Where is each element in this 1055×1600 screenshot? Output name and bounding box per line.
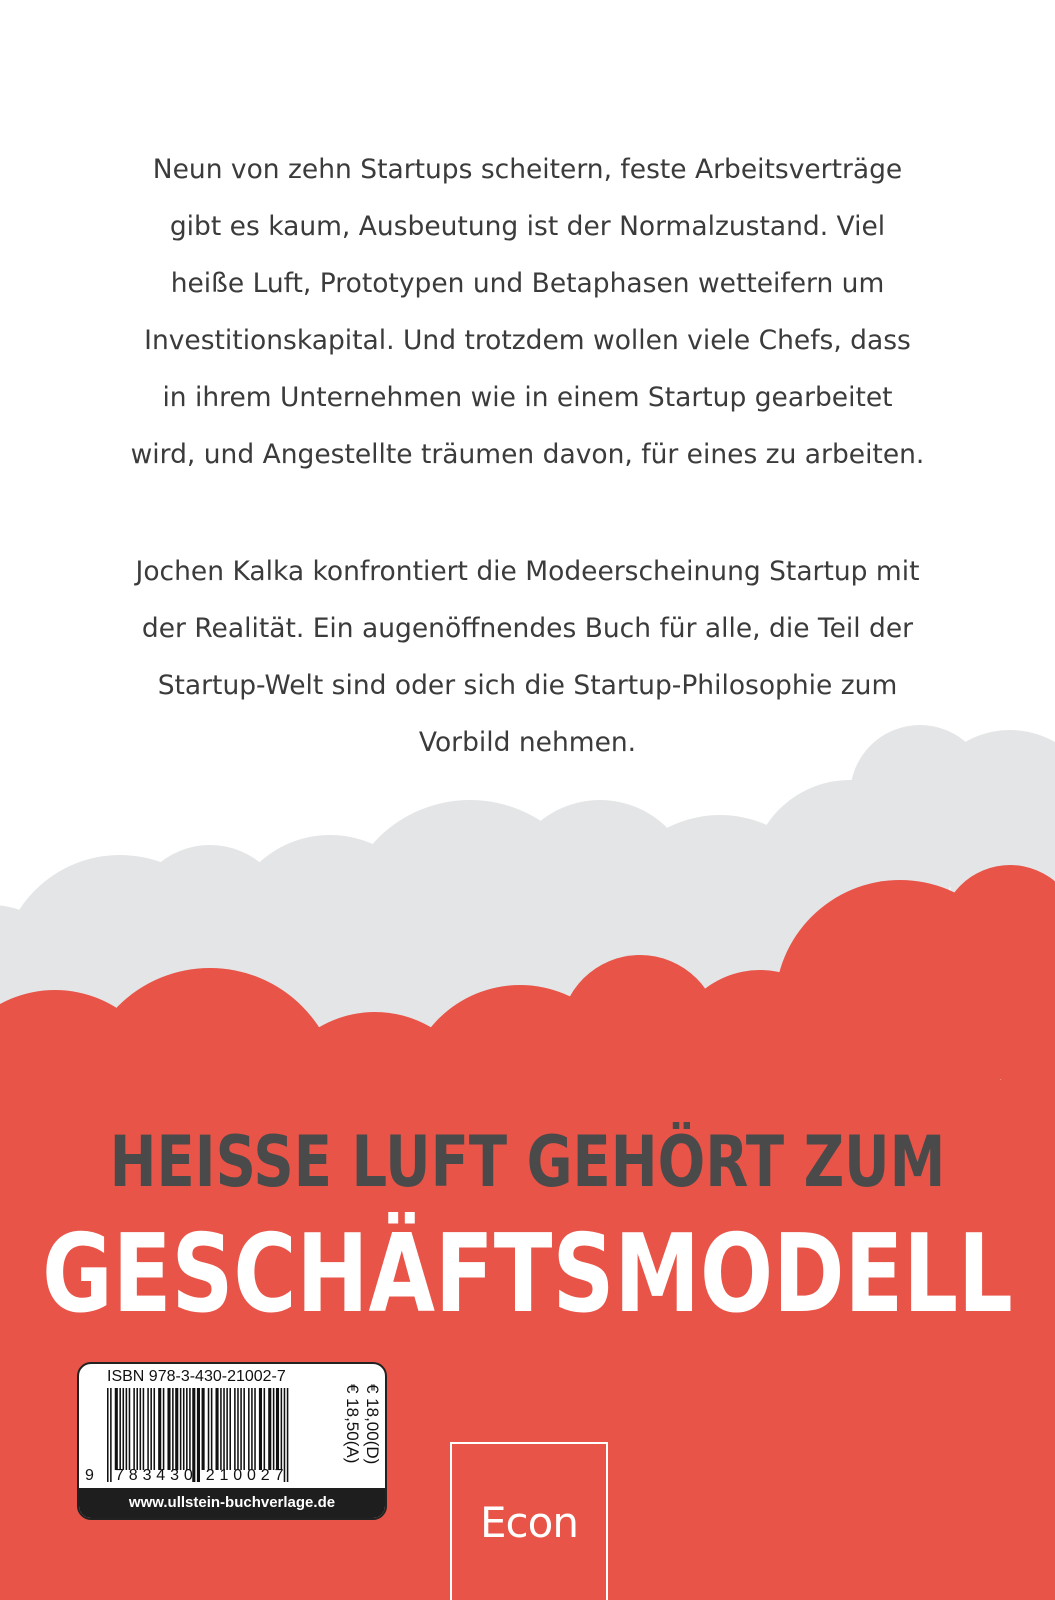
price-austria: € 18,50(A) <box>343 1384 362 1464</box>
blurb-paragraph-1: Neun von zehn Startups scheitern, feste Arbeitsverträge gibt es kaum, Ausbeutung ist der Normalzustand. Viel heiße Luft, Prototypen und Betaphasen wetteifern um Investitionskapital. Und trotzdem wollen viele Chefs, dass in ihrem Unternehmen wie in einem Startup gearbeitet wird, und Angestellte träumen davon, für eines zu arbeiten. <box>130 154 925 470</box>
price-germany: € 18,00(D) <box>363 1384 382 1465</box>
barcode-digit: 0 <box>183 1467 193 1484</box>
barcode-digit: 2 <box>260 1467 270 1484</box>
barcode-bar <box>126 1388 128 1470</box>
barcode-digit: 7 <box>274 1467 284 1484</box>
barcode-bar <box>248 1388 250 1470</box>
barcode-digit: 2 <box>205 1467 215 1484</box>
blurb-paragraph-2: Jochen Kalka konfrontiert die Modeerscheinung Startup mit der Realität. Ein augenöffnendes Buch für alle, die Teil der Startup-Welt sind oder sich die Startup-Philosophie zum Vorbild nehmen. <box>135 556 920 758</box>
barcode-bar <box>186 1388 188 1470</box>
barcode-bar <box>189 1388 191 1470</box>
headline-line-1: HEISSE LUFT GEHÖRT ZUM <box>109 1122 946 1204</box>
isbn-number: ISBN 978-3-430-21002-7 <box>107 1368 286 1385</box>
barcode-bar <box>202 1388 205 1470</box>
barcode-bar <box>115 1388 118 1470</box>
barcode-digit: 3 <box>170 1467 180 1484</box>
barcode-bar <box>180 1388 182 1470</box>
barcode-bar <box>268 1388 271 1470</box>
barcode-bar <box>140 1388 142 1470</box>
barcode-bar <box>237 1388 239 1470</box>
barcode-bar <box>240 1388 242 1470</box>
barcode-bar <box>197 1388 200 1482</box>
barcode-bar <box>276 1388 279 1470</box>
barcode-bar <box>172 1388 174 1470</box>
barcode-bar <box>123 1388 125 1470</box>
barcode-bar <box>183 1388 185 1470</box>
barcode-bar <box>284 1388 286 1482</box>
barcode-bar <box>150 1388 152 1470</box>
barcode-bar <box>110 1388 112 1482</box>
barcode-bar <box>281 1388 283 1470</box>
barcode-bar <box>243 1388 245 1470</box>
barcode-digit: 7 <box>115 1467 124 1484</box>
barcode-bar <box>264 1388 266 1470</box>
barcode-digit: 9 <box>85 1467 94 1484</box>
barcode-bar <box>119 1388 121 1470</box>
barcode-bar <box>287 1388 289 1482</box>
barcode-bar <box>259 1388 262 1470</box>
barcode-bar <box>234 1388 236 1470</box>
barcode-bar <box>211 1388 213 1470</box>
publisher-url: www.ullstein-buchverlage.de <box>79 1488 385 1518</box>
barcode-bar <box>136 1388 138 1470</box>
barcode-digit: 1 <box>219 1467 229 1484</box>
barcode-bar <box>143 1388 145 1470</box>
barcode-bar <box>273 1388 275 1470</box>
barcode-bar <box>229 1388 231 1470</box>
barcode-bar <box>133 1388 135 1470</box>
barcode-bar <box>226 1388 228 1470</box>
barcode-bar <box>220 1388 222 1470</box>
barcode-digit: 0 <box>233 1467 243 1484</box>
barcode-bar <box>163 1388 165 1470</box>
barcode-bar <box>175 1388 178 1470</box>
publisher-logo-text: Econ <box>480 1497 578 1547</box>
barcode-bar <box>158 1388 161 1470</box>
barcode-bar <box>216 1388 219 1470</box>
barcode-digit: 0 <box>247 1467 256 1484</box>
barcode-bar <box>251 1388 253 1470</box>
barcode-digit: 8 <box>128 1467 138 1484</box>
publisher-logo <box>450 1442 608 1600</box>
barcode-digit: 3 <box>142 1467 152 1484</box>
barcode-bar <box>154 1388 156 1470</box>
barcode-bar <box>208 1388 210 1470</box>
headline-line-2: GESCHÄFTSMODELL <box>42 1212 1013 1337</box>
barcode-bar <box>167 1388 170 1470</box>
barcode-bar <box>254 1388 256 1470</box>
isbn-barcode-label <box>77 1362 387 1520</box>
barcode-digit: 4 <box>156 1467 166 1484</box>
barcode-bar <box>129 1388 131 1470</box>
barcode-bar <box>107 1388 109 1482</box>
barcode-bar <box>223 1388 225 1470</box>
barcode-bar <box>147 1388 149 1470</box>
